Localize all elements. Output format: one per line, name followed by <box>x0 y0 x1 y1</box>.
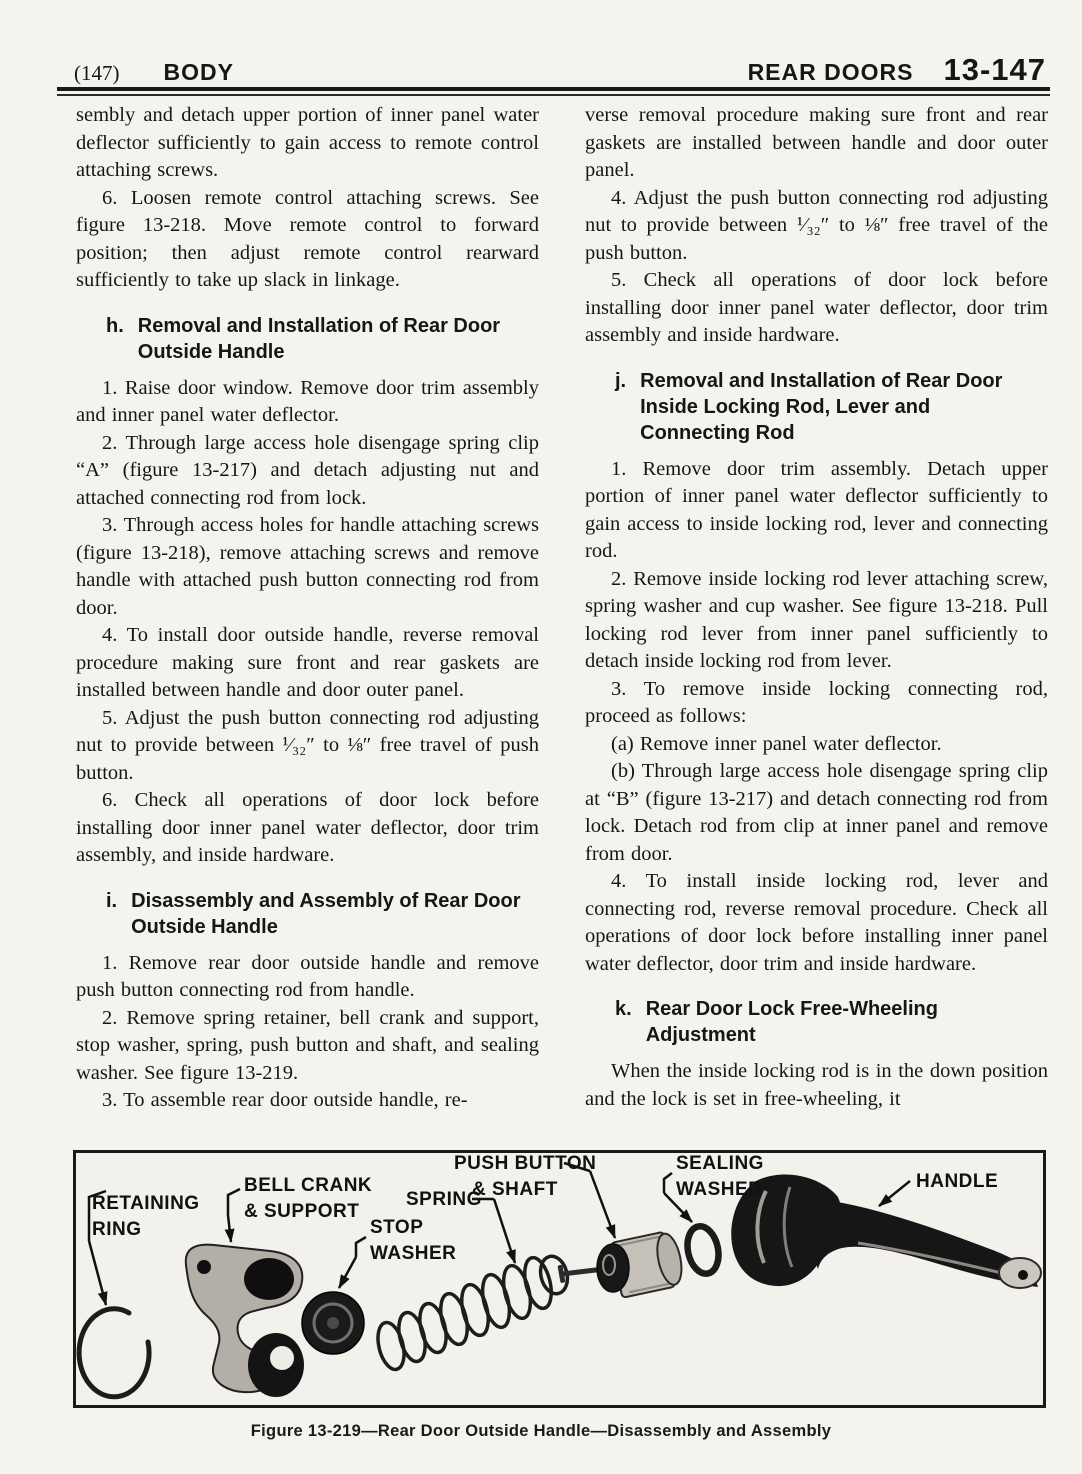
paragraph: verse removal procedure making sure front and rear gaskets are installed between handle and door outer panel. <box>585 104 1048 181</box>
figure-13-219 <box>73 1150 1046 1408</box>
figure-label: SEALING <box>676 1153 764 1174</box>
page-header <box>74 52 1046 88</box>
heading-label: k. <box>615 998 632 1020</box>
left-column <box>76 102 539 1115</box>
heading-label: j. <box>615 369 627 392</box>
exploded-view-illustration <box>76 1153 1043 1405</box>
paragraph: 2. Remove inside locking rod lever attaching screw, spring washer and cup washer. See figure 13-218. Pull locking rod lever from inner panel sufficiently to detach inside locking rod from lever. <box>585 567 1048 672</box>
paragraph: 6. Check all operations of door lock before installing door inner panel water deflector, door trim assembly, and inside hardware. <box>76 789 539 866</box>
figure-label: HANDLE <box>916 1171 999 1192</box>
retaining-ring-art <box>79 1309 149 1397</box>
figure-label: WASHER <box>370 1243 457 1264</box>
section-heading-j <box>615 368 1048 446</box>
figure-label: RING <box>92 1219 142 1240</box>
paragraph: 6. Loosen remote control attaching screws. See figure 13-218. Move remote control to forward position; then adjust remote control rearward sufficiently to take up slack in linkage. <box>76 186 539 291</box>
paragraph: sembly and detach upper portion of inner panel water deflector sufficiently to gain access to remote control attaching screws. <box>76 104 539 181</box>
sub-paragraph: (a) Remove inner panel water deflector. <box>611 732 942 755</box>
figure-caption: Figure 13-219—Rear Door Outside Handle—Disassembly and Assembly <box>250 1422 832 1440</box>
paragraph: 1. Raise door window. Remove door trim assembly and inner panel water deflector. <box>76 376 539 426</box>
paragraph: 4. To install inside locking rod, lever and connecting rod, reverse removal procedure. Check all operations of door lock before installing inner panel water deflector, door trim and inside hardware. <box>585 870 1048 975</box>
paragraph: 5. Adjust the push button connecting rod adjusting nut to provide between ¹⁄₃₂″ to ⅛″ free travel of push button. <box>76 706 539 784</box>
section-heading-i <box>106 888 539 940</box>
paragraph: 1. Remove door trim assembly. Detach upper portion of inner panel water deflector sufficiently to gain access to inside locking rod, lever and connecting rod. <box>585 457 1048 562</box>
stop-washer-art <box>302 1292 364 1354</box>
paragraph: 2. Through large access hole disengage spring clip “A” (figure 13-217) and detach adjusting nut and attached connecting rod from lock. <box>76 431 539 509</box>
heading-text: Disassembly and Assembly of Rear Door Outside Handle <box>131 889 521 938</box>
heading-label: i. <box>106 889 118 912</box>
page-number: 13-147 <box>943 52 1046 87</box>
section-title: BODY <box>163 59 234 85</box>
figure-label: STOP <box>370 1217 424 1238</box>
heading-text: Removal and Installation of Rear Door Outside Handle <box>137 314 501 363</box>
header-rule-thick <box>57 87 1050 91</box>
figure-label: RETAINING <box>92 1193 200 1214</box>
chapter-title: REAR DOORS <box>747 59 914 85</box>
heading-text: Rear Door Lock Free-Wheeling Adjustment <box>645 998 938 1046</box>
paragraph: 3. To assemble rear door outside handle, re- <box>102 1089 468 1111</box>
sub-paragraph: (b) Through large access hole disengage spring clip at “B” (figure 13-217) and detach connecting rod from lock. Detach rod from clip at inner panel and remove from door. <box>585 760 1048 865</box>
figure-label: PUSH BUTTON <box>454 1153 597 1174</box>
spring-art <box>374 1253 572 1372</box>
figure-label: BELL CRANK <box>244 1175 373 1196</box>
figure-label: & SHAFT <box>472 1179 558 1200</box>
paragraph: 3. Through access holes for handle attaching screws (figure 13-218), remove attaching screws and remove handle with attached push button connecting rod from door. <box>76 514 539 619</box>
heading-text: Removal and Installation of Rear Door Inside Locking Rod, Lever and Connecting Rod <box>640 369 1003 444</box>
figure-label: SPRING <box>406 1189 482 1210</box>
sealing-washer-art <box>683 1223 722 1276</box>
header-rule-thin <box>57 94 1050 96</box>
section-heading-k <box>615 996 1048 1048</box>
paragraph: When the inside locking rod is in the down position and the lock is set in free-wheeling, it <box>585 1060 1048 1110</box>
figure-label: & SUPPORT <box>244 1201 360 1222</box>
paragraph: 1. Remove rear door outside handle and remove push button connecting rod from handle. <box>76 951 539 1001</box>
right-column <box>585 102 1048 1113</box>
paragraph: 5. Check all operations of door lock before installing door inner panel water deflector, door trim assembly and inside hardware. <box>585 269 1048 346</box>
push-button-art <box>557 1230 686 1298</box>
paragraph: 4. To install door outside handle, reverse removal procedure making sure front and rear gaskets are installed between handle and door outer panel. <box>76 624 539 701</box>
paragraph: 3. To remove inside locking connecting rod, proceed as follows: <box>585 677 1048 727</box>
section-heading-h <box>106 313 539 365</box>
paragraph: 2. Remove spring retainer, bell crank and support, stop washer, spring, push button and shaft, and sealing washer. See figure 13-219. <box>76 1006 539 1084</box>
figure-label: WASHER <box>676 1179 763 1200</box>
bell-crank-art <box>186 1245 304 1397</box>
paragraph: 4. Adjust the push button connecting rod adjusting nut to provide between ¹⁄₃₂″ to ⅛″ free travel of the push button. <box>585 186 1048 264</box>
page-ref: (147) <box>74 61 120 85</box>
heading-label: h. <box>106 314 124 337</box>
